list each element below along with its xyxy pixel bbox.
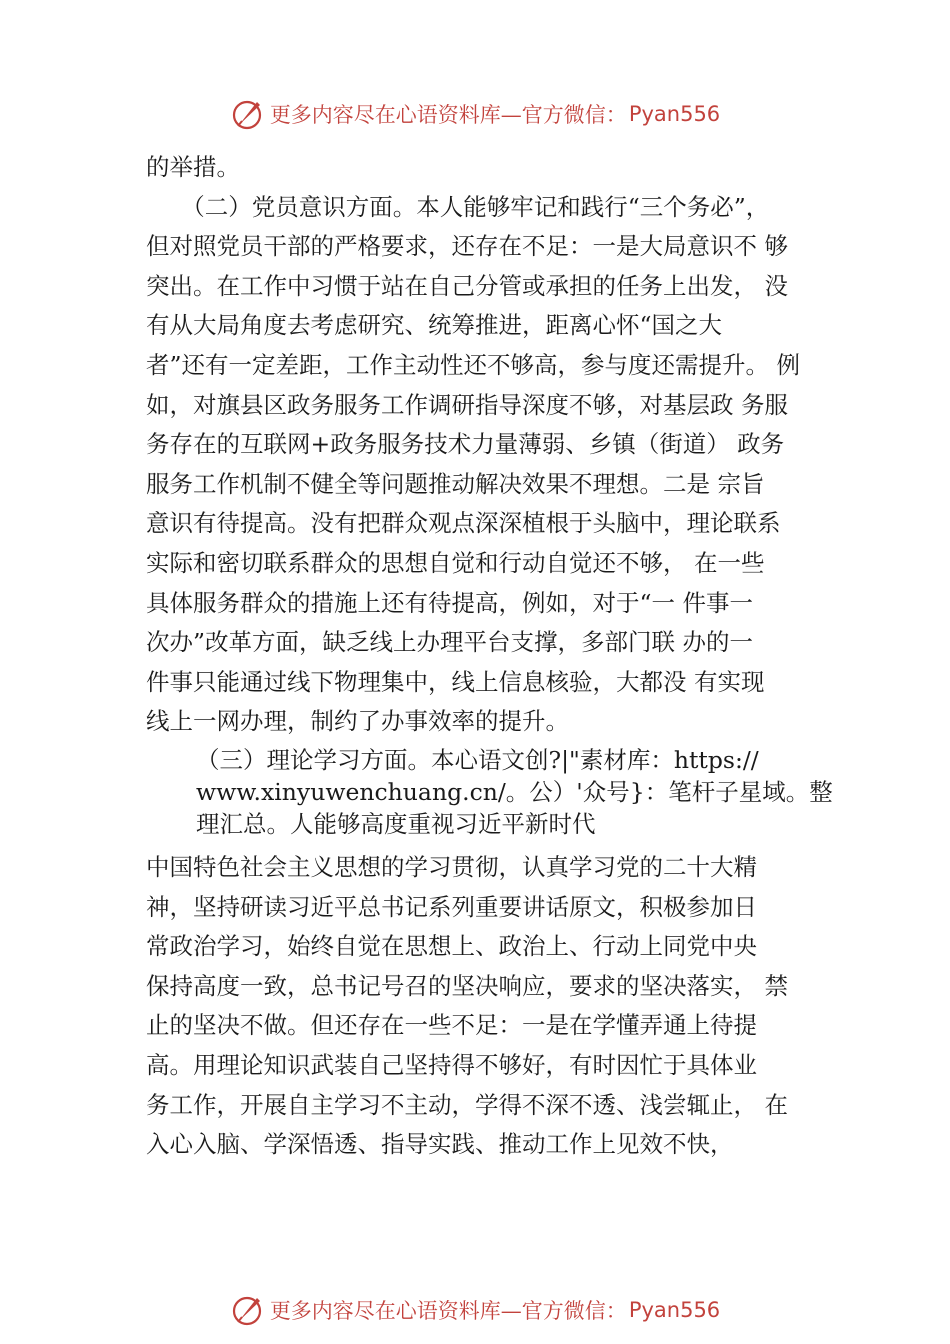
text-line: 件事只能通过线下物理集中，线上信息核验，大都没 有实现 [146,667,765,696]
text-line: （三）理论学习方面。本心语文创?|"素材库：https:// [196,746,759,774]
text-line: 保持高度一致，总书记号召的坚决响应，要求的坚决落实， 禁 [146,971,788,1000]
text-line: 如，对旗县区政务服务工作调研指导深度不够，对基层政 务服 [146,390,788,419]
text-line: 务工作，开展自主学习不主动，学得不深不透、浅尝辄止， 在 [146,1090,788,1119]
footer-banner [0,1290,950,1330]
quill-pen-circle-icon [230,1292,266,1328]
text-line: 常政治学习，始终自觉在思想上、政治上、行动上同党中央 [146,932,757,961]
text-line: 线上一网办理，制约了办事效率的提升。 [146,707,569,736]
text-line: 高。用理论知识武装自己坚持得不够好，有时因忙于具体业 [146,1050,757,1079]
text-line: 服务工作机制不健全等问题推动解决效果不理想。二是 宗旨 [146,469,765,498]
text-line: 者”还有一定差距，工作主动性还不够高，参与度还需提升。 例 [146,350,800,379]
text-line: 实际和密切联系群众的思想自觉和行动自觉还不够， 在一些 [146,548,765,577]
text-line: 中国特色社会主义思想的学习贯彻，认真学习党的二十大精 [146,853,757,881]
text-line: 止的坚决不做。但还存在一些不足：一是在学懂弄通上待提 [146,1011,757,1040]
banner-wechat-id: Pyan556 [628,1298,721,1322]
text-line: 有从大局角度去考虑研究、统筹推进，距离心怀“国之大 [146,311,723,340]
text-line: 具体服务群众的措施上还有待提高，例如，对于“一 件事一 [146,588,753,617]
banner-wechat-id: Pyan556 [628,102,721,126]
text-line: 但对照党员干部的严格要求，还存在不足：一是大局意识不 够 [146,232,788,261]
text-line: 神，坚持研读习近平总书记系列重要讲话原文，积极参加日 [146,892,757,921]
paragraph-theory-study-heading [196,744,846,840]
paragraph-theory-study-body [146,848,836,1165]
text-line: （二）党员意识方面。本人能够牢记和践行“三个务必”， [146,192,770,221]
text-line: www.xinyuwenchuang.cn/。公）'众号}：笔杆子星域。整 [196,778,833,806]
paragraph-party-awareness [146,148,836,742]
header-banner [0,94,950,134]
text-line: 意识有待提高。没有把群众观点深深植根于头脑中，理论联系 [146,509,781,538]
banner-text: 更多内容尽在心语资料库—官方微信： [269,1299,627,1323]
text-line: 次办”改革方面，缺乏线上办理平台支撑，多部门联 办的一 [146,628,753,657]
text-line: 入心入脑、学深悟透、指导实践、推动工作上见效不快， [146,1130,734,1159]
text-line: 的举措。 [146,153,240,181]
text-line: 理汇总。人能够高度重视习近平新时代 [196,810,596,838]
quill-pen-circle-icon [230,96,266,132]
text-line: 突出。在工作中习惯于站在自己分管或承担的任务上出发， 没 [146,271,788,300]
banner-text: 更多内容尽在心语资料库—官方微信： [269,103,627,127]
text-line: 务存在的互联网+政务服务技术力量薄弱、乡镇（街道） 政务 [146,430,785,459]
